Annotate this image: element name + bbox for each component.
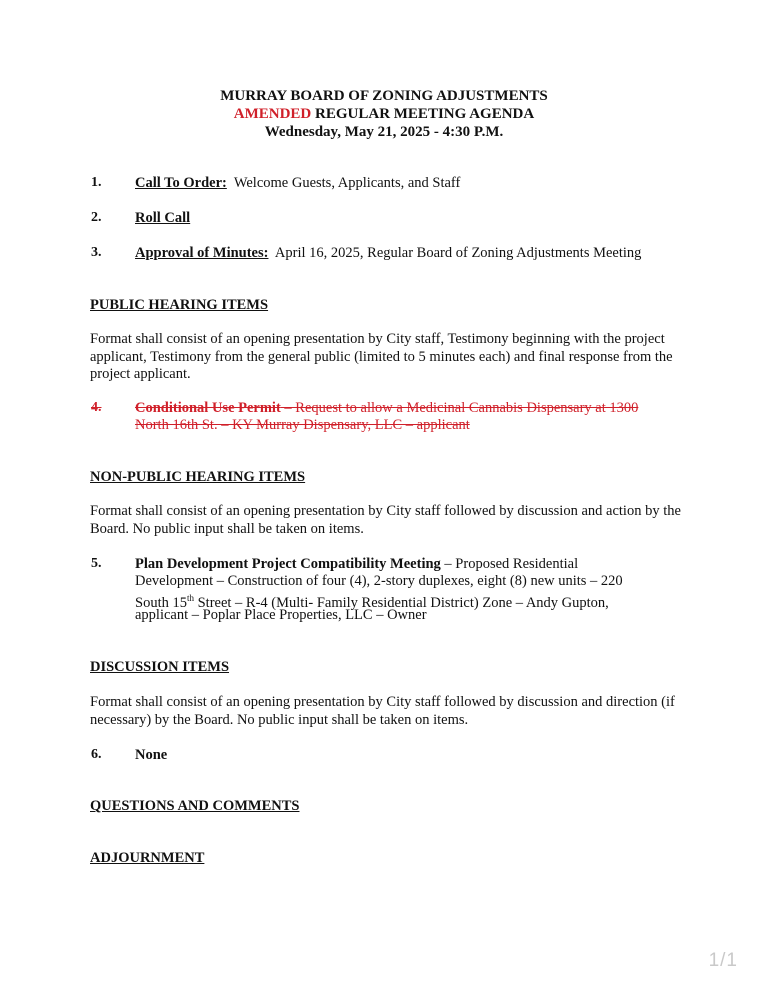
item-label: Approval of Minutes: [135,245,269,261]
non-public-intro: Format shall consist of an opening presentation by City staff followed by discussion and action by the Board. No public input shall be taken on items. [90,503,681,537]
item-label: Plan Development Project Compatibility Meeting [135,556,441,572]
public-hearing-heading: PUBLIC HEARING ITEMS [90,297,269,313]
non-public-hearing-heading: NON-PUBLIC HEARING ITEMS [90,469,306,485]
adjournment-heading: ADJOURNMENT [90,850,205,866]
questions-comments-heading: QUESTIONS AND COMMENTS [90,798,300,814]
item-label: Roll Call [135,210,191,226]
item-text-line2: Development – Construction of four (4), 2-story duplexes, eight (8) new units – 220 [135,573,623,589]
item-text-line4: applicant – Poplar Place Properties, LLC – Owner [135,607,427,623]
item-text: April 16, 2025, Regular Board of Zoning Adjustments Meeting [268,245,642,261]
item-text: Welcome Guests, Applicants, and Staff [226,175,461,191]
item-text-line2: North 16th St. – KY Murray Dispensary, LLC – applicant [135,417,470,433]
meeting-date: Wednesday, May 21, 2025 - 4:30 P.M. [264,124,504,140]
line3-part-b: Street – R-4 (Multi- Family Residential District) Zone – Andy Gupton, [193,594,609,611]
item-number: 1. [91,175,102,190]
item-text: – Request to allow a Medicinal Cannabis Dispensary at 1300 [280,400,639,416]
item-number: 5. [91,556,102,571]
discussion-intro: Format shall consist of an opening presentation by City staff followed by discussion and direction (if necessary) by the Board. No public input shall be taken on items. [90,694,675,728]
agenda-title-line2 [0,105,768,123]
item-number: 4. [91,400,102,415]
item-text: None [135,747,168,763]
item-label: Call To Order: [135,175,227,191]
item-label: Conditional Use Permit [135,400,281,416]
item-number: 2. [91,210,102,225]
agenda-title-line1: MURRAY BOARD OF ZONING ADJUSTMENTS [220,88,548,104]
item-number: 3. [91,245,102,260]
public-hearing-intro: Format shall consist of an opening presentation by City staff, Testimony beginning with the project applicant, Testimony from the general public (limited to 5 minutes each) and final response from the project applicant. [90,331,673,382]
page-counter: 1/1 [708,950,738,971]
item-text: – Proposed Residential [440,556,579,572]
discussion-heading: DISCUSSION ITEMS [90,659,230,675]
agenda-title-line2-rest: REGULAR MEETING AGENDA [311,106,535,122]
line3-part-a: South 15 [135,594,187,611]
ordinal-suffix: th [186,593,194,603]
item-number: 6. [91,747,102,762]
amended-label: AMENDED [233,106,312,122]
